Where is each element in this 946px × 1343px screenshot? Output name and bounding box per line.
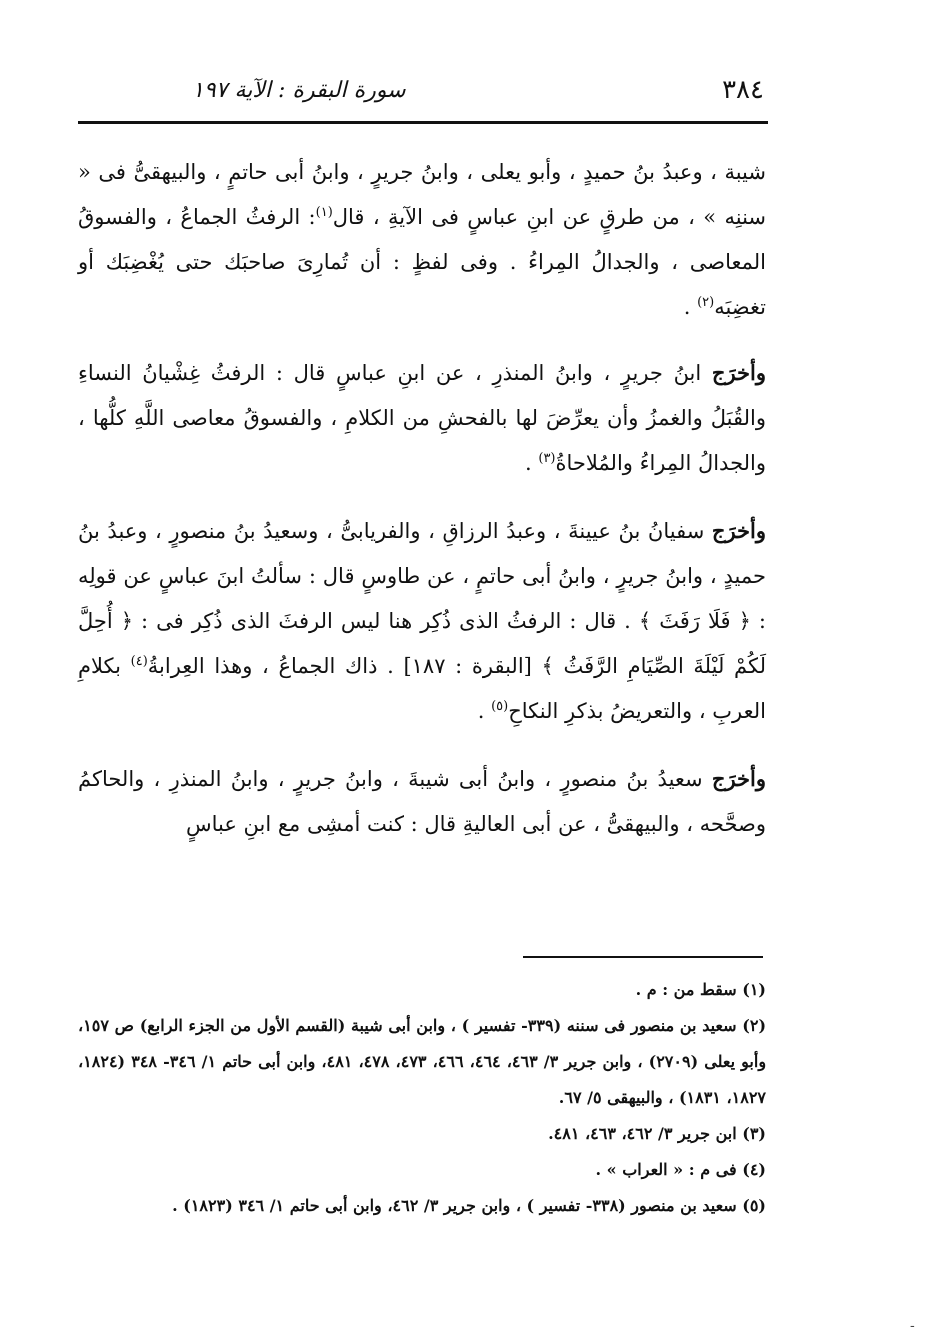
page-number: ٣٨٤ (722, 75, 764, 105)
footnotes (78, 972, 766, 1224)
paragraph-text-continued: بكلامِ العربِ ، والتعريضُ بذكرِ النكاحِ (78, 654, 766, 723)
paragraph-lead: وأخرَج (711, 518, 766, 543)
paragraph-2 (78, 350, 766, 486)
header-divider (78, 121, 768, 124)
paragraph-text: شيبة ، وعبدُ بنُ حميدٍ ، وأبو يعلى ، وابنُ جريرٍ ، وابنُ أبى حاتمٍ ، والبيهقىُّ فى « سننِه » ، من طرقٍ عن ابنِ عباسٍ فى الآيةِ ، قال (78, 160, 767, 229)
paragraph-text: سعيدُ بنُ منصورٍ ، وابنُ أبى شيبةَ ، وابنُ جريرٍ ، وابنُ المنذرِ ، والحاكمُ وصحَّحه ، والبيهقىُّ ، عن أبى العاليةِ قال : كنت أمشِى مع ابنِ عباسٍ (78, 767, 766, 836)
footnote-3: (٣) ابن جرير ٣/ ٤٦٢، ٤٦٣، ٤٨١. (548, 1124, 766, 1143)
paragraph-tail: . (525, 451, 539, 475)
scan-mark: - (910, 1318, 915, 1334)
paragraph-1 (78, 150, 766, 330)
footnote-divider (523, 956, 763, 958)
footnote-ref: (٥) (491, 699, 509, 714)
footnote-ref: (٣) (538, 451, 556, 466)
paragraph-3 (78, 508, 766, 734)
paragraph-tail: . (683, 295, 698, 319)
footnote-5: (٥) سعيد بن منصور (٣٣٨- تفسير ) ، وابن جرير ٣/ ٤٦٢، وابن أبى حاتم ١/ ٣٤٦ (١٨٢٣) . (172, 1196, 766, 1215)
running-header (82, 70, 764, 110)
paragraph-text-continued: : الرفثُ الجماعُ ، والفسوقُ المعاصى ، والجدالُ المِراءُ . وفى لفظٍ : أن تُمارِىَ صاحبَك حتى يُغْضِبَك أو تغضِبَه (78, 205, 766, 319)
paragraph-4 (78, 756, 766, 847)
paragraph-lead: وأخرَج (711, 360, 766, 385)
paragraph-tail: . (477, 699, 492, 723)
header-title: سورة البقرة : الآية ١٩٧ (192, 77, 406, 103)
footnote-ref: (١) (315, 205, 333, 220)
footnote-4: (٤) فى م : « العراب » . (595, 1160, 766, 1179)
paragraph-lead: وأخرَج (711, 766, 766, 791)
footnote-2: (٢) سعيد بن منصور فى سننه (٣٣٩- تفسير ) ، وابن أبى شيبة (القسم الأول من الجزء الرابع) ص ١٥٧، وأبو يعلى (٢٧٠٩) ، وابن جرير ٣/ ٤٦٣، ٤٦٤، ٤٦٦، ٤٧٣، ٤٧٨، ٤٨١، وابن أبى حاتم ١/ ٣٤٦- ٣٤٨ (١٨٢٤، ١٨٢٧، ١٨٣١) ، والبيهقى ٥/ ٦٧. (78, 1016, 767, 1107)
paragraph-text: سفيانُ بنُ عيينةَ ، وعبدُ الرزاقِ ، والفريابىُّ ، وسعيدُ بنُ منصورٍ ، وعبدُ بنُ حميدٍ ، وابنُ جريرٍ ، وابنُ أبى حاتمٍ ، عن طاوسٍ قال : سألتُ ابنَ عباسٍ عن قولِه : ﴿ فَلَا رَفَثَ ﴾ . قال : الرفثُ الذى ذُكِر هنا ليس الرفثَ الذى ذُكِر فى : ﴿ أُحِلَّ لَكُمْ لَيْلَةَ الصِّيَامِ الرَّفَثُ ﴾ [البقرة : ١٨٧] . ذاك الجماعُ ، وهذا العِرابةُ (78, 519, 766, 678)
main-text (78, 150, 766, 869)
footnote-ref: (٤) (130, 654, 148, 669)
footnote-ref: (٢) (697, 295, 715, 310)
paragraph-text: ابنُ جريرٍ ، وابنُ المنذرِ ، عن ابنِ عباسٍ قال : الرفثُ غِشْيانُ النساءِ والقُبَلُ والغمزُ وأن يعرِّضَ لها بالفحشِ من الكلامِ ، والفسوقُ معاصى اللَّهِ كلُّها ، والجدالُ المِراءُ والمُلاحاةُ (78, 361, 766, 475)
footnote-1: (١) سقط من : م . (635, 980, 766, 999)
